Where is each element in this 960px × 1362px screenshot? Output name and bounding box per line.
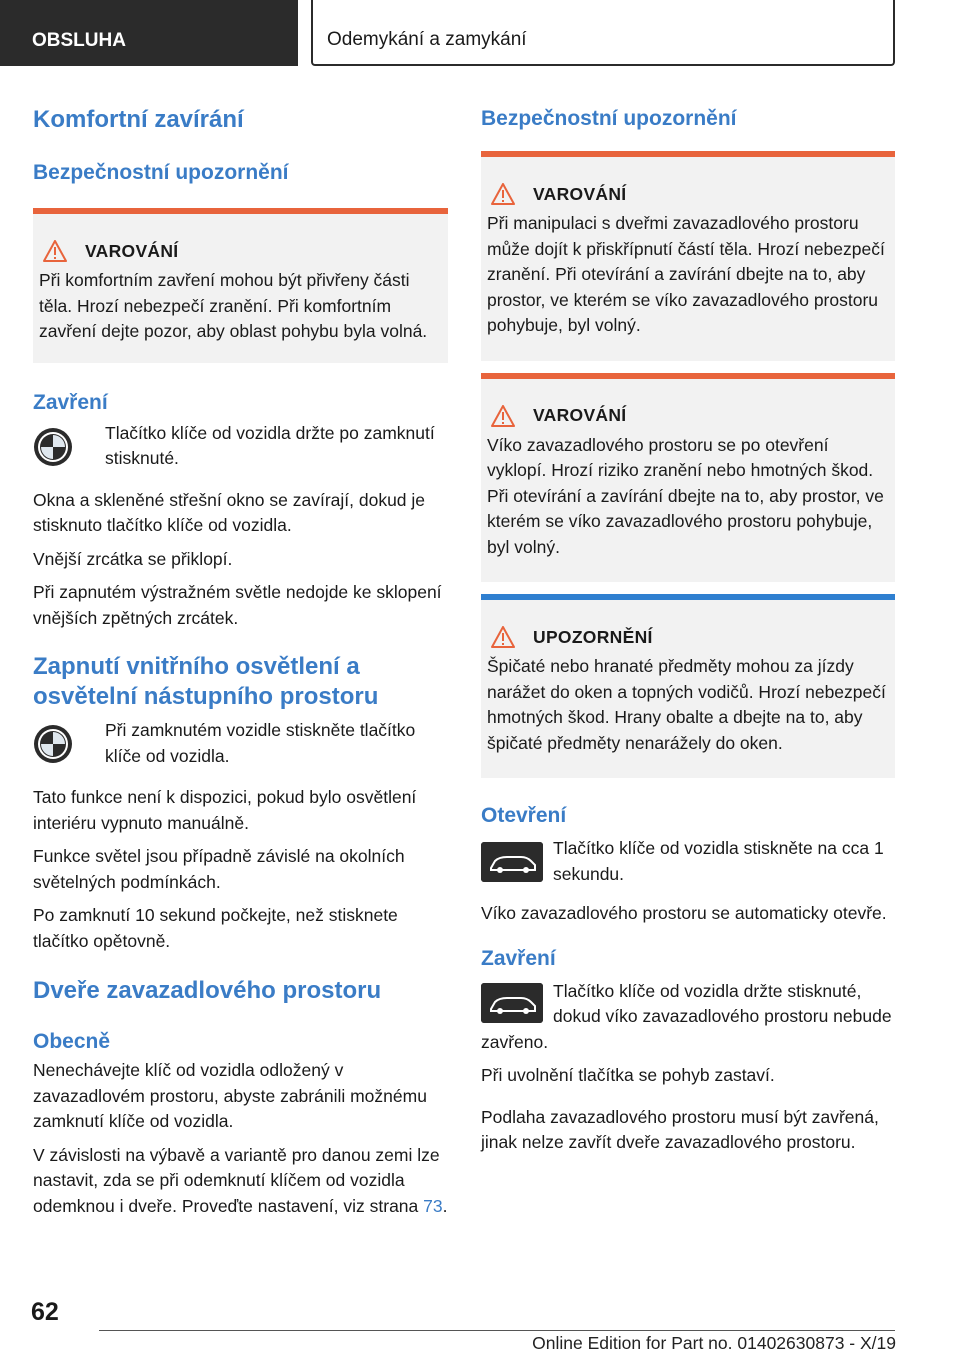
warning-box <box>33 208 448 363</box>
paragraph: Vnější zrcátka se přiklopí. <box>33 548 233 569</box>
heading-trunk-lid: Dveře zavazadlového prostoru <box>33 977 382 1004</box>
paragraph: Okna a skleněné střešní okno se zavírají, dokud je stisknuto tlačítko klíče od vozidla. <box>33 489 426 535</box>
page-number: 62 <box>31 1298 59 1326</box>
warning-triangle-icon <box>491 405 515 427</box>
paragraph: Po zamknutí 10 sekund počkejte, než stisknete tlačítko opětovně. <box>33 905 398 951</box>
heading-comfort-closing: Komfortní zavírání <box>33 106 244 133</box>
notice-box <box>481 594 895 778</box>
bmw-key-icon <box>33 421 105 472</box>
chapter-title: Odemykání a zamykání <box>311 0 895 66</box>
heading-general: Obecně <box>33 1030 111 1053</box>
warning-box <box>481 373 895 583</box>
paragraph: Funkce světel jsou případně závislé na okolních světelných podmínkách. <box>33 846 405 892</box>
warning-box <box>481 151 895 361</box>
warning-triangle-icon <box>43 240 67 262</box>
heading-closing: Zavření <box>481 946 556 970</box>
key-instruction <box>33 718 448 769</box>
trunk-car-icon <box>481 836 553 887</box>
heading-safety-notes: Bezpečnostní upozornění <box>33 161 289 184</box>
trunk-instruction-text: Tlačítko klíče od vozidla stiskněte na cca 1 sekundu. <box>553 838 884 884</box>
footer-divider <box>99 1330 895 1331</box>
notice-header <box>489 626 889 648</box>
paragraph: Víko zavazadlového prostoru se automaticky otevře. <box>481 903 887 923</box>
left-column <box>33 96 448 1219</box>
warning-label: VAROVÁNÍ <box>533 405 627 425</box>
paragraph: Při uvolnění tlačítka se pohyb zastaví. <box>481 1065 775 1085</box>
paragraph-end: . <box>442 1195 448 1216</box>
paragraph: Podlaha zavazadlového prostoru musí být zavřená, jinak nelze zavřít dveře zavazadlového prostoru. <box>481 1106 879 1152</box>
key-instruction-text: Tlačítko klíče od vozidla držte po zamknutí stisknuté. <box>105 422 435 468</box>
notice-label: UPOZORNĚNÍ <box>533 626 653 647</box>
notice-text: Špičaté nebo hranaté předměty mohou za jízdy narážet do oken a topných vodičů. Hrozí nebezpečí hmotných škod. Hrany obalte a dbejte na to, aby špičaté předměty nenarážely do oken. <box>487 656 886 753</box>
paragraph-text: V závislosti na výbavě a variantě pro danou zemi lze nastavit, zda se při odemknutí klíčem od vozidla odemknou i dveře. Proveďte nastavení, viz strana <box>33 1144 440 1216</box>
paragraph: Při zapnutém výstražném světle nedojde ke sklopení vnějších zpětných zrcátek. <box>33 582 442 628</box>
key-instruction-text: Při zamknutém vozidle stiskněte tlačítko klíče od vozidla. <box>105 720 416 766</box>
warning-header <box>489 405 889 427</box>
trunk-car-icon <box>481 979 553 1023</box>
warning-label: VAROVÁNÍ <box>85 240 179 261</box>
right-column <box>481 96 895 1156</box>
trunk-close-instruction <box>481 979 895 1056</box>
edition-text: Online Edition for Part no. 01402630873 - X/19 <box>532 1333 896 1353</box>
trunk-instruction <box>481 836 895 887</box>
warning-triangle-icon <box>491 183 515 205</box>
warning-text: Při komfortním zavření mohou být přivřeny části těla. Hrozí nebezpečí zranění. Při komfortním zavření dejte pozor, aby oblast pohybu byla volná. <box>39 270 428 341</box>
heading-safety-notes: Bezpečnostní upozornění <box>481 107 737 130</box>
page-reference-link[interactable]: 73 <box>423 1195 443 1216</box>
paragraph: Nenechávejte klíč od vozidla odložený v zavazadlovém prostoru, abyste zabránili možnému zamknutí klíče od vozidla. <box>33 1060 427 1131</box>
warning-text: Víko zavazadlového prostoru se po otevření vyklopí. Hrozí riziko zranění nebo hmotných škod. Při otevírání a zavírání dbejte na to, aby prostor, ve kterém se víko zavazadlového prostoru pohybuje, byl volný. <box>487 434 884 557</box>
section-label: OBSLUHA <box>0 0 298 66</box>
key-instruction <box>33 421 448 472</box>
bmw-key-icon <box>33 718 105 769</box>
warning-text: Při manipulaci s dveřmi zavazadlového prostoru může dojít k přiskřípnutí částí těla. Hrozí nebezpečí zranění. Při otevírání a zavírání dbejte na to, aby prostor, ve kterém se víko zavazadlového prostoru pohybuje, byl volný. <box>487 213 885 335</box>
warning-header <box>489 183 889 205</box>
page-header <box>0 0 960 66</box>
heading-opening: Otevření <box>481 804 567 827</box>
paragraph <box>33 1143 448 1220</box>
heading-closing: Zavření <box>33 390 108 414</box>
warning-triangle-icon <box>491 626 515 648</box>
paragraph: Tato funkce není k dispozici, pokud bylo osvětlení interiéru vypnuto manuálně. <box>33 787 417 833</box>
warning-label: VAROVÁNÍ <box>533 183 627 204</box>
warning-header <box>41 240 442 262</box>
heading-interior-lights: Zapnutí vnitřního osvětlení a osvětelní nástupního prostoru <box>33 653 379 710</box>
trunk-close-text: Tlačítko klíče od vozidla držte stisknuté, dokud víko zavazadlového prostoru nebude zavřeno. <box>481 980 892 1052</box>
